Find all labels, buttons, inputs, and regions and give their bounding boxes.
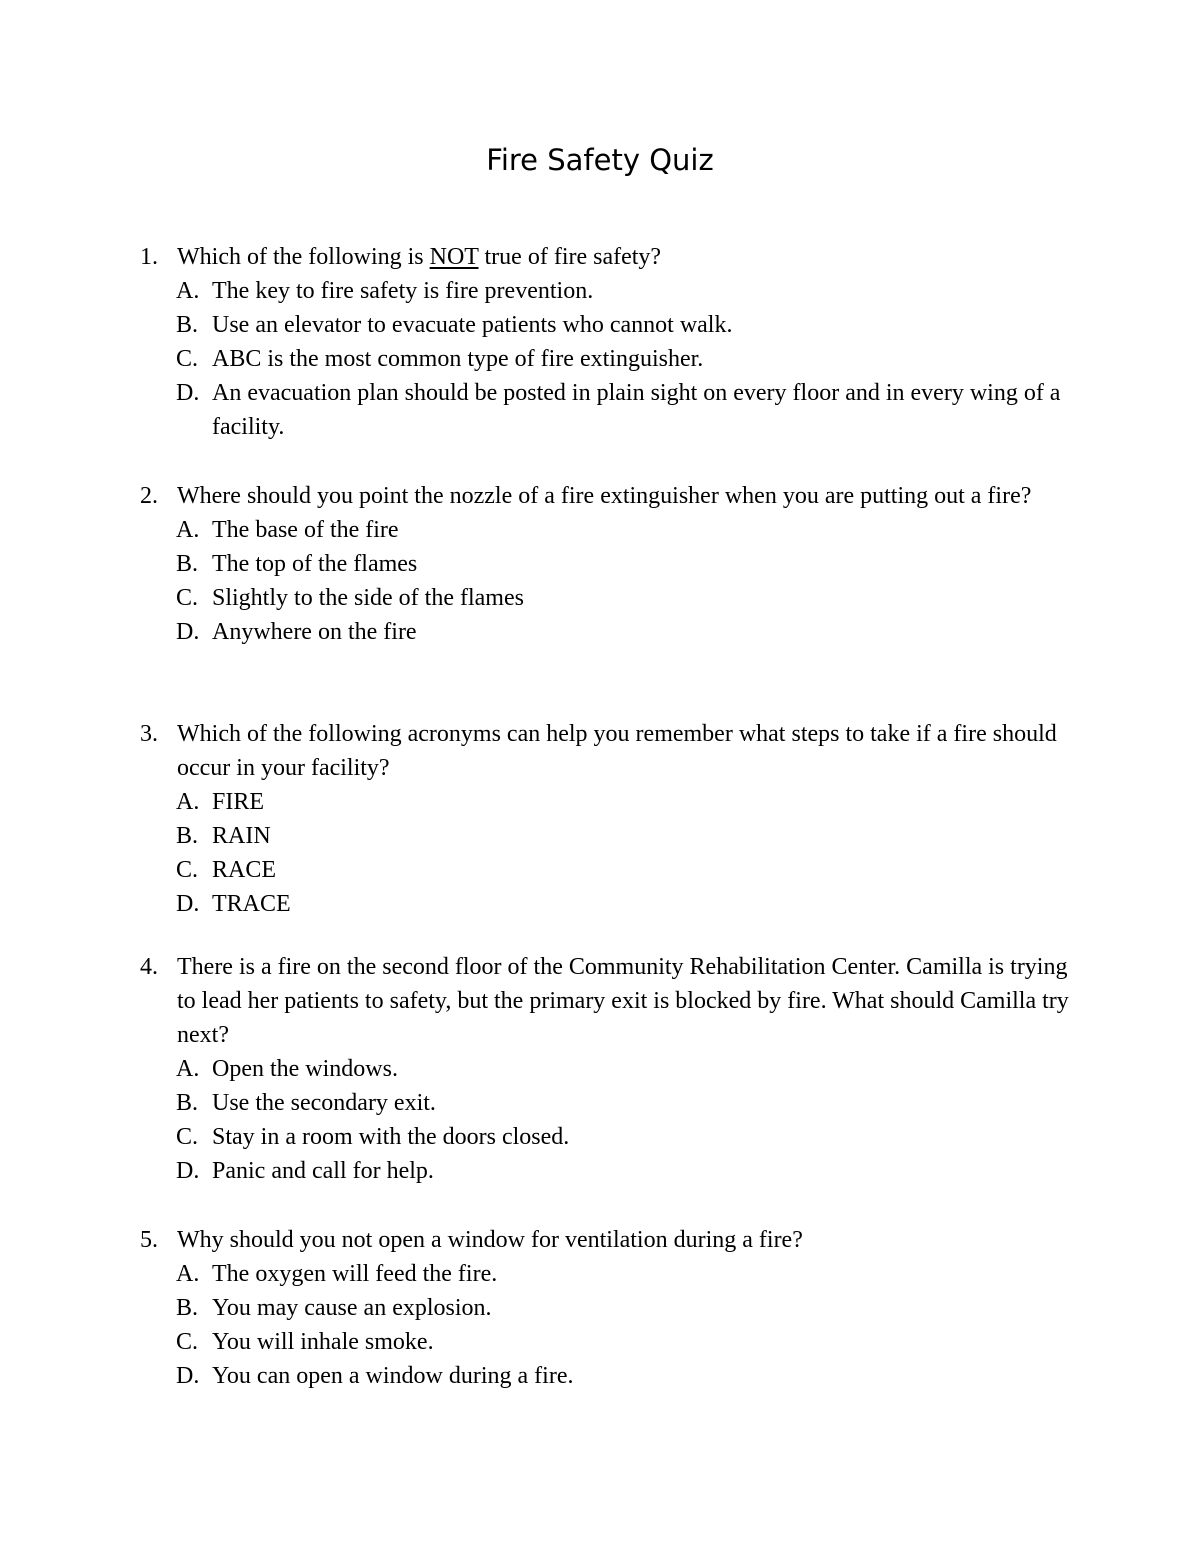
question-text <box>140 717 1075 785</box>
answer-option-c <box>140 1325 1075 1359</box>
option-text: FIRE <box>212 789 265 815</box>
question-number: 3. <box>140 721 158 747</box>
emphasis-not: NOT <box>429 244 479 270</box>
question-number: 1. <box>140 244 158 270</box>
option-letter: C. <box>176 1329 199 1355</box>
option-text: You can open a window during a fire. <box>212 1363 574 1389</box>
answer-option-c <box>140 342 1075 376</box>
option-text: ABC is the most common type of fire extinguisher. <box>212 346 704 372</box>
option-letter: C. <box>176 585 199 611</box>
question-3 <box>140 717 1075 921</box>
answer-option-b <box>140 1291 1075 1325</box>
question-text-body: Where should you point the nozzle of a fire extinguisher when you are putting out a fire? <box>177 483 1032 509</box>
option-text: The top of the flames <box>212 551 418 577</box>
option-text: The key to fire safety is fire prevention. <box>212 278 594 304</box>
option-letter: D. <box>176 619 200 645</box>
option-letter: B. <box>176 823 199 849</box>
option-letter: A. <box>176 278 200 304</box>
option-text: Use the secondary exit. <box>212 1090 436 1116</box>
option-text: You may cause an explosion. <box>212 1295 492 1321</box>
question-2 <box>140 479 1075 649</box>
option-text: Slightly to the side of the flames <box>212 585 524 611</box>
question-number: 2. <box>140 483 158 509</box>
option-text: The base of the fire <box>212 517 399 543</box>
answer-option-b <box>140 308 1075 342</box>
answer-option-a <box>140 785 1075 819</box>
option-letter: D. <box>176 1363 200 1389</box>
option-text: TRACE <box>212 891 291 917</box>
option-text: RAIN <box>212 823 271 849</box>
option-text: Open the windows. <box>212 1056 398 1082</box>
answer-option-c <box>140 581 1075 615</box>
option-letter: A. <box>176 1261 200 1287</box>
question-text <box>140 950 1075 1052</box>
option-letter: B. <box>176 1295 199 1321</box>
option-letter: B. <box>176 312 199 338</box>
option-letter: B. <box>176 551 199 577</box>
answer-option-d <box>140 887 1075 921</box>
answer-option-d <box>140 1154 1075 1188</box>
option-text: You will inhale smoke. <box>212 1329 434 1355</box>
question-text-end: true of fire safety? <box>478 244 662 270</box>
option-letter: C. <box>176 857 199 883</box>
option-text: An evacuation plan should be posted in plain sight on every floor and in every wing of a facility. <box>212 380 1061 440</box>
option-letter: A. <box>176 789 200 815</box>
option-letter: A. <box>176 517 200 543</box>
option-letter: B. <box>176 1090 199 1116</box>
answer-option-a <box>140 1052 1075 1086</box>
answer-option-b <box>140 819 1075 853</box>
option-text: RACE <box>212 857 277 883</box>
question-text <box>140 479 1075 513</box>
option-text: The oxygen will feed the fire. <box>212 1261 498 1287</box>
page-title: Fire Safety Quiz <box>486 143 714 177</box>
answer-option-c <box>140 853 1075 887</box>
question-number: 4. <box>140 954 158 980</box>
option-text: Anywhere on the fire <box>212 619 417 645</box>
option-letter: C. <box>176 346 199 372</box>
option-letter: A. <box>176 1056 200 1082</box>
option-letter: D. <box>176 891 200 917</box>
option-letter: C. <box>176 1124 199 1150</box>
answer-option-d <box>140 376 1075 444</box>
option-letter: D. <box>176 1158 200 1184</box>
question-number: 5. <box>140 1227 158 1253</box>
answer-option-a <box>140 513 1075 547</box>
answer-option-a <box>140 1257 1075 1291</box>
question-1 <box>140 240 1075 444</box>
question-text-start: Which of the following is <box>177 244 430 270</box>
question-text <box>140 1223 1075 1257</box>
option-letter: D. <box>176 380 200 406</box>
question-text <box>140 240 1075 274</box>
question-text-body: Why should you not open a window for ventilation during a fire? <box>177 1227 803 1253</box>
answer-option-b <box>140 547 1075 581</box>
option-text: Panic and call for help. <box>212 1158 434 1184</box>
answer-option-c <box>140 1120 1075 1154</box>
question-4 <box>140 950 1075 1188</box>
answer-option-a <box>140 274 1075 308</box>
answer-option-d <box>140 615 1075 649</box>
answer-option-b <box>140 1086 1075 1120</box>
option-text: Stay in a room with the doors closed. <box>212 1124 570 1150</box>
question-text-body: Which of the following acronyms can help you remember what steps to take if a fire should occur in your facility? <box>177 721 1057 781</box>
question-5 <box>140 1223 1075 1393</box>
answer-option-d <box>140 1359 1075 1393</box>
option-text: Use an elevator to evacuate patients who cannot walk. <box>212 312 733 338</box>
question-text-body: There is a fire on the second floor of the Community Rehabilitation Center. Camilla is trying to lead her patients to safety, but the primary exit is blocked by fire. What should Camilla try next? <box>177 954 1069 1048</box>
